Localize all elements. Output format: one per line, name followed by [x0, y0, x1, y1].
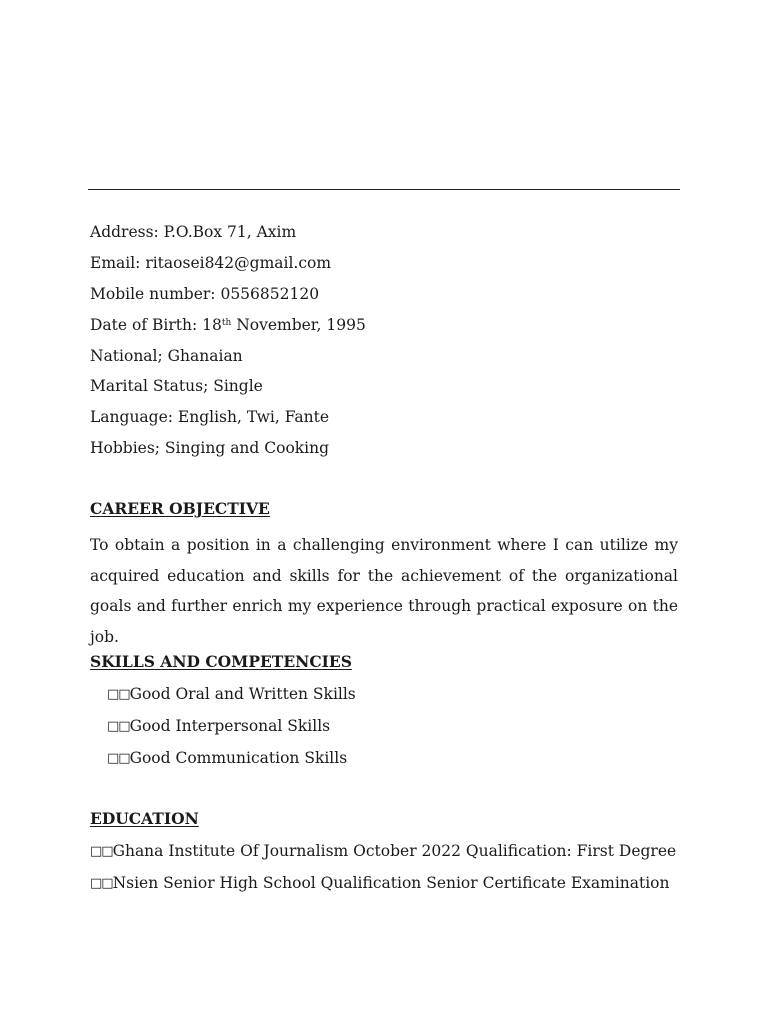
- bullet-icon: □□: [107, 719, 130, 734]
- education-label: Nsien Senior High School Qualification Senior Certificate Examination: [112, 874, 670, 892]
- dob-prefix: Date of Birth: 18: [90, 316, 222, 334]
- education-heading: EDUCATION: [90, 809, 199, 828]
- nationality-line: National; Ghanaian: [90, 347, 243, 365]
- header-divider: [88, 189, 680, 190]
- address-line: Address: P.O.Box 71, Axim: [90, 223, 297, 241]
- skill-item: [107, 749, 347, 768]
- marital-status-line: Marital Status; Single: [90, 377, 263, 395]
- mobile-line: Mobile number: 0556852120: [90, 285, 320, 303]
- skill-label: Good Communication Skills: [129, 749, 348, 767]
- skill-item: [107, 717, 330, 736]
- dob-ordinal: th: [221, 318, 232, 328]
- career-objective-heading: CAREER OBJECTIVE: [90, 499, 270, 518]
- email-line: Email: ritaosei842@gmail.com: [90, 254, 332, 272]
- bullet-icon: □□: [107, 687, 130, 702]
- education-label: Ghana Institute Of Journalism October 2022 Qualification: First Degree: [112, 842, 677, 860]
- skill-label: Good Interpersonal Skills: [129, 717, 331, 735]
- dob-suffix: November, 1995: [231, 316, 366, 334]
- skills-heading: SKILLS AND COMPETENCIES: [90, 652, 352, 671]
- bullet-icon: □□: [107, 751, 130, 766]
- education-item: [90, 842, 676, 861]
- dob-line: [90, 316, 366, 334]
- language-line: Language: English, Twi, Fante: [90, 408, 330, 426]
- career-objective-text: To obtain a position in a challenging environment where I can utilize my acquired education and skills for the achievement of the organizational goals and further enrich my experience through practical exposure on the job.: [90, 536, 678, 647]
- bullet-icon: □□: [90, 876, 113, 891]
- bullet-icon: □□: [90, 844, 113, 859]
- skill-item: [107, 685, 356, 704]
- education-item: [90, 874, 670, 893]
- skill-label: Good Oral and Written Skills: [129, 685, 356, 703]
- hobbies-line: Hobbies; Singing and Cooking: [90, 439, 330, 457]
